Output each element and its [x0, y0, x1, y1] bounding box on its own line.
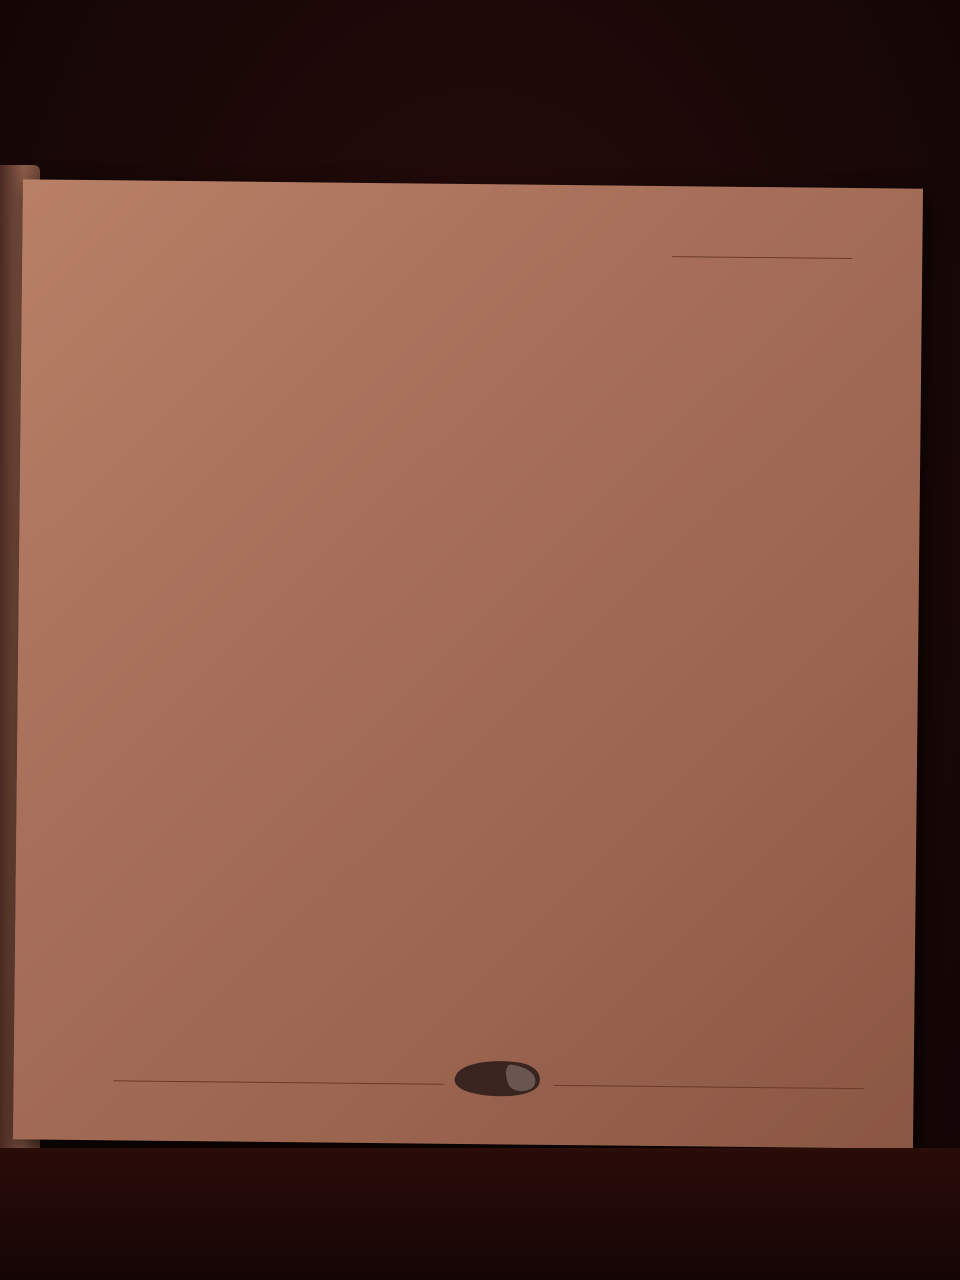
- running-header-rule: [672, 256, 852, 259]
- book-subtitle: [22, 304, 922, 313]
- part-label: [21, 331, 921, 340]
- book-title: [22, 274, 922, 283]
- toc-left-column: [89, 370, 489, 374]
- book-page: [13, 179, 923, 1148]
- toc-right-column: [511, 374, 881, 378]
- stone-illustration: [449, 1056, 545, 1101]
- background-table: [0, 1148, 960, 1280]
- bottom-rule-right: [554, 1085, 864, 1089]
- bottom-rule-left: [114, 1080, 444, 1084]
